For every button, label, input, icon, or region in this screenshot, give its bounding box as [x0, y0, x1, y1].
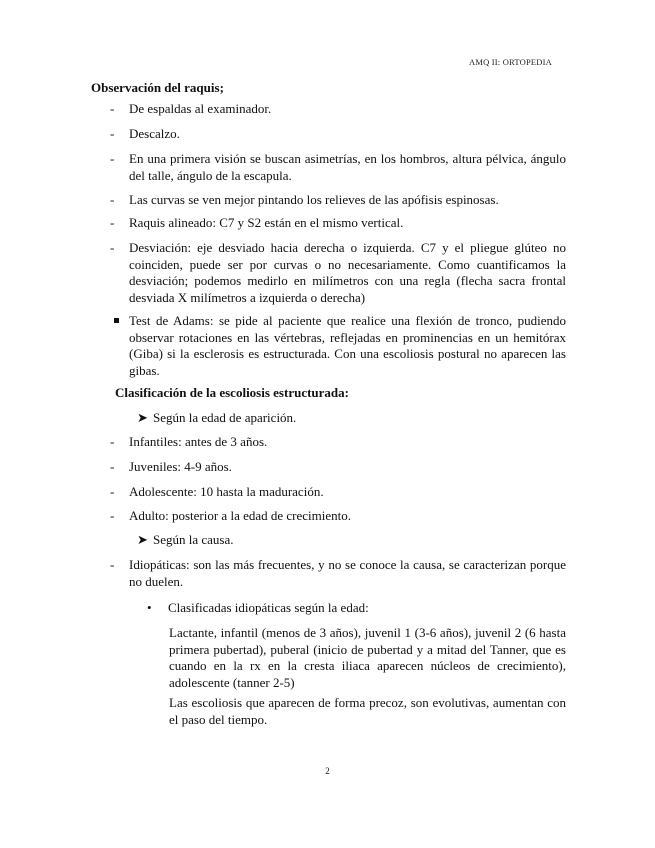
- list-item: [110, 126, 566, 143]
- idiopathic-item: [110, 557, 566, 590]
- section-title: Observación del raquis;: [91, 80, 224, 95]
- dash-marker: -: [110, 459, 115, 474]
- by-cause-heading: [137, 532, 234, 548]
- age-item-text: Infantiles: antes de 3 años.: [129, 434, 268, 449]
- idiopathic-by-age-bullet: [147, 600, 369, 616]
- arrow-bullet-icon: ➤: [137, 410, 148, 425]
- age-list-item: [110, 434, 566, 451]
- age-item-text: Juveniles: 4-9 años.: [129, 459, 232, 474]
- dash-marker: -: [110, 151, 115, 166]
- dash-marker: -: [110, 240, 115, 255]
- age-list-item: [110, 459, 566, 476]
- dash-marker: -: [110, 101, 115, 116]
- dash-marker: -: [110, 484, 115, 499]
- dash-marker: -: [110, 434, 115, 449]
- list-item: [110, 240, 566, 306]
- by-age-heading-text: Según la edad de aparición.: [153, 410, 297, 425]
- by-age-heading: [137, 410, 296, 426]
- adams-test-item: [110, 313, 566, 379]
- list-item: [110, 101, 566, 118]
- by-cause-heading-text: Según la causa.: [153, 532, 234, 547]
- classification-title: Clasificación de la escoliosis estructurada:: [115, 385, 349, 400]
- adams-test-text: Test de Adams: se pide al paciente que realice una flexión de tronco, pudiendo observar rotaciones en las vértebras, reflejadas en prominencias en un hemitórax (Giba) si la esclerosis es estructurada. Con una escoliosis postural no aparecen las gibas.: [129, 313, 566, 378]
- dash-marker: -: [110, 508, 115, 523]
- arrow-bullet-icon: ➤: [137, 532, 148, 547]
- list-item: [110, 192, 566, 209]
- list-item: [110, 215, 566, 232]
- idiopathic-age-paragraph: Lactante, infantil (menos de 3 años), juvenil 1 (3-6 años), juvenil 2 (6 hasta primera pubertad), puberal (inicio de pubertad y a mitad del Tanner, que es cuando en la rx en la cresta iliaca aparecen núcleos de crecimiento), adolescente (tanner 2-5): [169, 625, 566, 690]
- running-header: AMQ II: ORTOPEDIA: [468, 57, 552, 67]
- dash-marker: -: [110, 126, 115, 141]
- list-item-text: Las curvas se ven mejor pintando los relieves de las apófisis espinosas.: [129, 192, 499, 207]
- age-item-text: Adolescente: 10 hasta la maduración.: [129, 484, 324, 499]
- list-item-text: De espaldas al examinador.: [129, 101, 272, 116]
- list-item-text: Descalzo.: [129, 126, 180, 141]
- list-item: [110, 151, 566, 184]
- dash-marker: -: [110, 557, 115, 572]
- square-bullet-icon: [114, 318, 119, 323]
- dash-marker: -: [110, 215, 115, 230]
- page-number: 2: [325, 766, 330, 776]
- age-item-text: Adulto: posterior a la edad de crecimiento.: [129, 508, 352, 523]
- list-item-text: Raquis alineado: C7 y S2 están en el mismo vertical.: [129, 215, 404, 230]
- age-list-item: [110, 484, 566, 501]
- list-item-text: En una primera visión se buscan asimetrías, en los hombros, altura pélvica, ángulo del talle, ángulo de la escapula.: [129, 151, 566, 183]
- idiopathic-by-age-label: Clasificadas idiopáticas según la edad:: [168, 600, 369, 615]
- dash-marker: -: [110, 192, 115, 207]
- dot-bullet-icon: •: [147, 600, 152, 615]
- idiopathic-text: Idiopáticas: son las más frecuentes, y no se conoce la causa, se caracterizan porque no duelen.: [129, 557, 566, 589]
- list-item-text: Desviación: eje desviado hacia derecha o izquierda. C7 y el pliegue glúteo no coinciden, puede ser por curvas o no necesariamente. Como cuantificamos la desviación; podemos medirlo en milímetros con una regla (flecha sacra frontal desviada X milímetros a izquierda o derecha): [129, 240, 566, 305]
- early-onset-paragraph: Las escoliosis que aparecen de forma precoz, son evolutivas, aumentan con el paso del tiempo.: [169, 695, 566, 727]
- age-list-item: [110, 508, 566, 525]
